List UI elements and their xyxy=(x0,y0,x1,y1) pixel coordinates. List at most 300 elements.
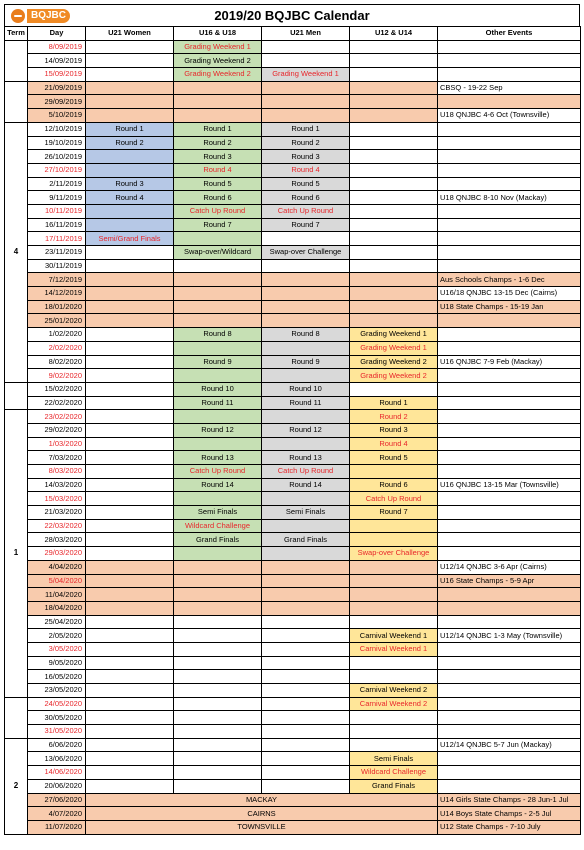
column-header: U16 & U18 xyxy=(174,27,262,41)
table-row xyxy=(5,341,581,355)
day-cell: 26/10/2019 xyxy=(28,150,86,164)
other-event-cell: U18 State Champs - 15-19 Jan xyxy=(438,300,581,314)
event-cell xyxy=(86,752,174,766)
day-cell: 28/03/2020 xyxy=(28,533,86,547)
day-cell: 22/03/2020 xyxy=(28,519,86,533)
event-cell xyxy=(174,259,262,273)
event-cell: Round 2 xyxy=(174,136,262,150)
event-cell xyxy=(350,725,438,739)
day-cell: 2/02/2020 xyxy=(28,341,86,355)
event-cell: Round 4 xyxy=(174,163,262,177)
event-cell xyxy=(262,369,350,383)
event-cell xyxy=(86,300,174,314)
other-event-cell xyxy=(438,382,581,396)
event-cell xyxy=(86,382,174,396)
event-cell xyxy=(262,766,350,780)
other-event-cell xyxy=(438,95,581,109)
event-cell: Grading Weekend 2 xyxy=(174,54,262,68)
day-cell: 30/05/2020 xyxy=(28,711,86,725)
event-cell xyxy=(174,369,262,383)
event-cell xyxy=(350,136,438,150)
term-cell xyxy=(5,697,28,738)
event-cell xyxy=(174,547,262,561)
day-cell: 27/06/2020 xyxy=(28,793,86,807)
table-row xyxy=(5,738,581,752)
day-cell: 10/11/2019 xyxy=(28,204,86,218)
day-cell: 22/02/2020 xyxy=(28,396,86,410)
event-cell xyxy=(174,779,262,793)
day-cell: 14/06/2020 xyxy=(28,766,86,780)
other-event-cell: U18 QNJBC 8-10 Nov (Mackay) xyxy=(438,191,581,205)
event-cell xyxy=(350,574,438,588)
event-cell: Round 6 xyxy=(262,191,350,205)
event-cell xyxy=(262,560,350,574)
other-event-cell xyxy=(438,492,581,506)
other-event-cell xyxy=(438,601,581,615)
event-cell xyxy=(86,492,174,506)
day-cell: 29/09/2019 xyxy=(28,95,86,109)
event-cell: Round 1 xyxy=(86,122,174,136)
table-row xyxy=(5,396,581,410)
other-event-cell xyxy=(438,246,581,260)
event-cell xyxy=(262,341,350,355)
event-cell xyxy=(86,519,174,533)
event-cell xyxy=(174,697,262,711)
table-row xyxy=(5,191,581,205)
event-cell xyxy=(350,711,438,725)
event-cell: Grand Finals xyxy=(174,533,262,547)
event-cell xyxy=(262,697,350,711)
column-header: Day xyxy=(28,27,86,41)
table-row xyxy=(5,177,581,191)
table-row xyxy=(5,150,581,164)
other-event-cell xyxy=(438,519,581,533)
event-cell xyxy=(86,601,174,615)
event-cell xyxy=(86,109,174,123)
event-cell xyxy=(262,519,350,533)
event-cell xyxy=(350,465,438,479)
table-row xyxy=(5,328,581,342)
table-row xyxy=(5,615,581,629)
event-cell xyxy=(350,615,438,629)
day-cell: 1/02/2020 xyxy=(28,328,86,342)
event-cell xyxy=(262,601,350,615)
event-cell: Grading Weekend 1 xyxy=(262,68,350,82)
event-cell: Semi Finals xyxy=(262,506,350,520)
event-cell xyxy=(86,629,174,643)
event-cell xyxy=(86,656,174,670)
event-cell xyxy=(86,314,174,328)
table-row xyxy=(5,506,581,520)
event-cell: Grand Finals xyxy=(262,533,350,547)
event-cell: Round 7 xyxy=(262,218,350,232)
day-cell: 16/11/2019 xyxy=(28,218,86,232)
day-cell: 21/03/2020 xyxy=(28,506,86,520)
event-cell: Swap-over Challenge xyxy=(262,246,350,260)
event-cell xyxy=(174,766,262,780)
table-row xyxy=(5,752,581,766)
table-row xyxy=(5,259,581,273)
event-cell xyxy=(174,560,262,574)
event-cell xyxy=(262,711,350,725)
other-event-cell xyxy=(438,341,581,355)
event-cell xyxy=(86,588,174,602)
event-cell: Grading Weekend 1 xyxy=(350,328,438,342)
event-cell: Round 5 xyxy=(262,177,350,191)
event-cell xyxy=(262,95,350,109)
event-cell: Catch Up Round xyxy=(174,204,262,218)
other-event-cell xyxy=(438,314,581,328)
event-cell xyxy=(86,273,174,287)
event-cell xyxy=(174,711,262,725)
table-row xyxy=(5,300,581,314)
table-row xyxy=(5,54,581,68)
column-header: Term xyxy=(5,27,28,41)
event-cell: Round 6 xyxy=(350,478,438,492)
event-cell xyxy=(86,725,174,739)
table-row xyxy=(5,423,581,437)
table-row xyxy=(5,697,581,711)
event-cell xyxy=(86,711,174,725)
logo-text: BQJBC xyxy=(27,9,70,23)
event-cell xyxy=(350,588,438,602)
table-row xyxy=(5,656,581,670)
other-event-cell xyxy=(438,684,581,698)
day-cell: 8/02/2020 xyxy=(28,355,86,369)
other-event-cell xyxy=(438,259,581,273)
day-cell: 29/03/2020 xyxy=(28,547,86,561)
other-event-cell xyxy=(438,547,581,561)
other-event-cell: U18 QNJBC 4-6 Oct (Townsville) xyxy=(438,109,581,123)
event-cell xyxy=(174,492,262,506)
table-row xyxy=(5,163,581,177)
event-cell xyxy=(86,204,174,218)
table-row xyxy=(5,287,581,301)
day-cell: 18/01/2020 xyxy=(28,300,86,314)
day-cell: 3/05/2020 xyxy=(28,642,86,656)
day-cell: 15/03/2020 xyxy=(28,492,86,506)
event-cell xyxy=(350,314,438,328)
event-cell xyxy=(262,752,350,766)
event-cell xyxy=(350,95,438,109)
day-cell: 9/11/2019 xyxy=(28,191,86,205)
event-cell: Round 7 xyxy=(350,506,438,520)
table-row xyxy=(5,725,581,739)
event-cell xyxy=(86,684,174,698)
other-event-cell xyxy=(438,506,581,520)
other-event-cell: U12/14 QNJBC 5-7 Jun (Mackay) xyxy=(438,738,581,752)
event-cell xyxy=(350,204,438,218)
event-cell xyxy=(86,451,174,465)
event-cell xyxy=(86,423,174,437)
event-cell xyxy=(174,601,262,615)
other-event-cell: U16 QNJBC 7-9 Feb (Mackay) xyxy=(438,355,581,369)
other-event-cell xyxy=(438,54,581,68)
day-cell: 11/07/2020 xyxy=(28,820,86,834)
event-cell: Round 4 xyxy=(86,191,174,205)
event-cell xyxy=(350,246,438,260)
event-cell: Swap-over Challenge xyxy=(350,547,438,561)
event-cell xyxy=(174,656,262,670)
event-cell xyxy=(86,779,174,793)
event-cell xyxy=(174,109,262,123)
other-event-cell xyxy=(438,656,581,670)
event-cell xyxy=(86,246,174,260)
day-cell: 15/02/2020 xyxy=(28,382,86,396)
event-cell: Semi Finals xyxy=(174,506,262,520)
event-cell xyxy=(174,232,262,246)
day-cell: 1/03/2020 xyxy=(28,437,86,451)
table-row xyxy=(5,560,581,574)
table-row xyxy=(5,478,581,492)
table-row xyxy=(5,684,581,698)
event-cell xyxy=(174,725,262,739)
other-event-cell xyxy=(438,711,581,725)
event-cell: Carnival Weekend 1 xyxy=(350,629,438,643)
event-cell xyxy=(262,40,350,54)
event-cell xyxy=(174,670,262,684)
term-cell: 2 xyxy=(5,738,28,834)
other-event-cell xyxy=(438,328,581,342)
event-cell xyxy=(86,642,174,656)
other-event-cell: U14 Girls State Champs - 28 Jun-1 Jul xyxy=(438,793,581,807)
table-row xyxy=(5,382,581,396)
event-cell xyxy=(174,273,262,287)
column-header: U21 Women xyxy=(86,27,174,41)
table-row xyxy=(5,492,581,506)
event-cell xyxy=(174,95,262,109)
other-event-cell xyxy=(438,437,581,451)
event-cell: Round 2 xyxy=(86,136,174,150)
event-cell: Semi/Grand Finals xyxy=(86,232,174,246)
day-cell: 17/11/2019 xyxy=(28,232,86,246)
other-event-cell xyxy=(438,136,581,150)
event-cell: Round 14 xyxy=(262,478,350,492)
day-cell: 23/11/2019 xyxy=(28,246,86,260)
day-cell: 9/05/2020 xyxy=(28,656,86,670)
table-row xyxy=(5,629,581,643)
table-row xyxy=(5,465,581,479)
event-cell xyxy=(350,273,438,287)
event-cell: Catch Up Round xyxy=(350,492,438,506)
event-cell xyxy=(350,191,438,205)
event-cell xyxy=(350,150,438,164)
event-cell: Round 12 xyxy=(262,423,350,437)
event-cell xyxy=(174,300,262,314)
day-cell: 14/09/2019 xyxy=(28,54,86,68)
event-cell: Round 3 xyxy=(174,150,262,164)
table-row xyxy=(5,820,581,834)
day-cell: 7/12/2019 xyxy=(28,273,86,287)
other-event-cell: U16 State Champs - 5-9 Apr xyxy=(438,574,581,588)
event-cell xyxy=(86,328,174,342)
event-cell: Swap-over/Wildcard xyxy=(174,246,262,260)
event-cell xyxy=(174,81,262,95)
event-cell xyxy=(86,670,174,684)
other-event-cell xyxy=(438,163,581,177)
event-cell: Catch Up Round xyxy=(262,204,350,218)
other-event-cell xyxy=(438,451,581,465)
event-cell: Round 10 xyxy=(262,382,350,396)
event-cell: Catch Up Round xyxy=(262,465,350,479)
other-event-cell xyxy=(438,670,581,684)
event-cell: Carnival Weekend 2 xyxy=(350,684,438,698)
event-cell: Grand Finals xyxy=(350,779,438,793)
event-cell xyxy=(86,287,174,301)
table-row xyxy=(5,232,581,246)
day-cell: 8/03/2020 xyxy=(28,465,86,479)
event-cell xyxy=(350,300,438,314)
day-cell: 20/06/2020 xyxy=(28,779,86,793)
event-cell xyxy=(86,150,174,164)
term-cell xyxy=(5,382,28,409)
event-cell xyxy=(86,410,174,424)
day-cell: 9/02/2020 xyxy=(28,369,86,383)
other-event-cell xyxy=(438,369,581,383)
event-cell xyxy=(262,54,350,68)
table-row xyxy=(5,218,581,232)
event-cell: Wildcard Challenge xyxy=(174,519,262,533)
event-cell xyxy=(262,684,350,698)
column-header: U12 & U14 xyxy=(350,27,438,41)
other-event-cell xyxy=(438,779,581,793)
table-row xyxy=(5,574,581,588)
event-cell xyxy=(350,81,438,95)
event-cell: Grading Weekend 1 xyxy=(350,341,438,355)
event-cell xyxy=(86,560,174,574)
event-cell xyxy=(174,287,262,301)
other-event-cell xyxy=(438,410,581,424)
event-cell xyxy=(262,725,350,739)
other-event-cell: U16/18 QNJBC 13-15 Dec (Cairns) xyxy=(438,287,581,301)
event-cell: Grading Weekend 2 xyxy=(350,355,438,369)
event-cell xyxy=(350,122,438,136)
table-row xyxy=(5,642,581,656)
event-cell: Round 1 xyxy=(174,122,262,136)
day-cell: 30/11/2019 xyxy=(28,259,86,273)
event-cell xyxy=(350,54,438,68)
event-cell xyxy=(262,738,350,752)
event-cell xyxy=(262,656,350,670)
event-cell xyxy=(262,410,350,424)
day-cell: 13/06/2020 xyxy=(28,752,86,766)
venue-cell: CAIRNS xyxy=(86,807,438,821)
day-cell: 15/09/2019 xyxy=(28,68,86,82)
event-cell xyxy=(262,779,350,793)
event-cell: Round 5 xyxy=(350,451,438,465)
table-row xyxy=(5,670,581,684)
event-cell: Round 2 xyxy=(262,136,350,150)
event-cell: Round 3 xyxy=(86,177,174,191)
day-cell: 12/10/2019 xyxy=(28,122,86,136)
table-row xyxy=(5,95,581,109)
event-cell xyxy=(174,410,262,424)
event-cell xyxy=(262,232,350,246)
event-cell: Catch Up Round xyxy=(174,465,262,479)
event-cell xyxy=(262,492,350,506)
venue-cell: TOWNSVILLE xyxy=(86,820,438,834)
event-cell xyxy=(350,656,438,670)
event-cell xyxy=(262,615,350,629)
event-cell: Semi Finals xyxy=(350,752,438,766)
event-cell xyxy=(262,629,350,643)
term-cell xyxy=(5,81,28,122)
event-cell xyxy=(86,697,174,711)
other-event-cell xyxy=(438,642,581,656)
table-row xyxy=(5,355,581,369)
event-cell xyxy=(262,437,350,451)
event-cell xyxy=(174,314,262,328)
calendar-table xyxy=(4,26,581,835)
other-event-cell: Aus Schools Champs - 1-6 Dec xyxy=(438,273,581,287)
day-cell: 23/05/2020 xyxy=(28,684,86,698)
event-cell xyxy=(350,40,438,54)
event-cell xyxy=(350,163,438,177)
event-cell: Round 1 xyxy=(350,396,438,410)
event-cell xyxy=(86,259,174,273)
day-cell: 11/04/2020 xyxy=(28,588,86,602)
other-event-cell xyxy=(438,697,581,711)
other-event-cell xyxy=(438,68,581,82)
table-row xyxy=(5,601,581,615)
table-row xyxy=(5,122,581,136)
event-cell xyxy=(86,574,174,588)
event-cell xyxy=(350,738,438,752)
other-event-cell xyxy=(438,752,581,766)
event-cell xyxy=(262,287,350,301)
event-cell: Round 3 xyxy=(262,150,350,164)
day-cell: 29/02/2020 xyxy=(28,423,86,437)
title-bar xyxy=(4,4,580,26)
day-cell: 7/03/2020 xyxy=(28,451,86,465)
day-cell: 16/05/2020 xyxy=(28,670,86,684)
event-cell xyxy=(350,670,438,684)
table-row xyxy=(5,711,581,725)
day-cell: 14/03/2020 xyxy=(28,478,86,492)
table-row xyxy=(5,273,581,287)
other-event-cell xyxy=(438,465,581,479)
event-cell: Round 5 xyxy=(174,177,262,191)
event-cell xyxy=(86,465,174,479)
event-cell xyxy=(174,437,262,451)
event-cell xyxy=(350,533,438,547)
event-cell: Round 7 xyxy=(174,218,262,232)
event-cell xyxy=(86,218,174,232)
other-event-cell xyxy=(438,232,581,246)
event-cell xyxy=(174,588,262,602)
day-cell: 21/09/2019 xyxy=(28,81,86,95)
table-row xyxy=(5,451,581,465)
other-event-cell xyxy=(438,615,581,629)
page-title: 2019/20 BQJBC Calendar xyxy=(214,8,370,23)
day-cell: 24/05/2020 xyxy=(28,697,86,711)
event-cell: Round 12 xyxy=(174,423,262,437)
day-cell: 4/07/2020 xyxy=(28,807,86,821)
event-cell xyxy=(350,232,438,246)
event-cell xyxy=(350,177,438,191)
other-event-cell xyxy=(438,533,581,547)
event-cell xyxy=(86,396,174,410)
day-cell: 5/10/2019 xyxy=(28,109,86,123)
event-cell xyxy=(86,615,174,629)
event-cell xyxy=(174,574,262,588)
day-cell: 25/01/2020 xyxy=(28,314,86,328)
event-cell xyxy=(262,300,350,314)
other-event-cell xyxy=(438,766,581,780)
event-cell xyxy=(174,642,262,656)
column-header: U21 Men xyxy=(262,27,350,41)
event-cell: Grading Weekend 2 xyxy=(350,369,438,383)
